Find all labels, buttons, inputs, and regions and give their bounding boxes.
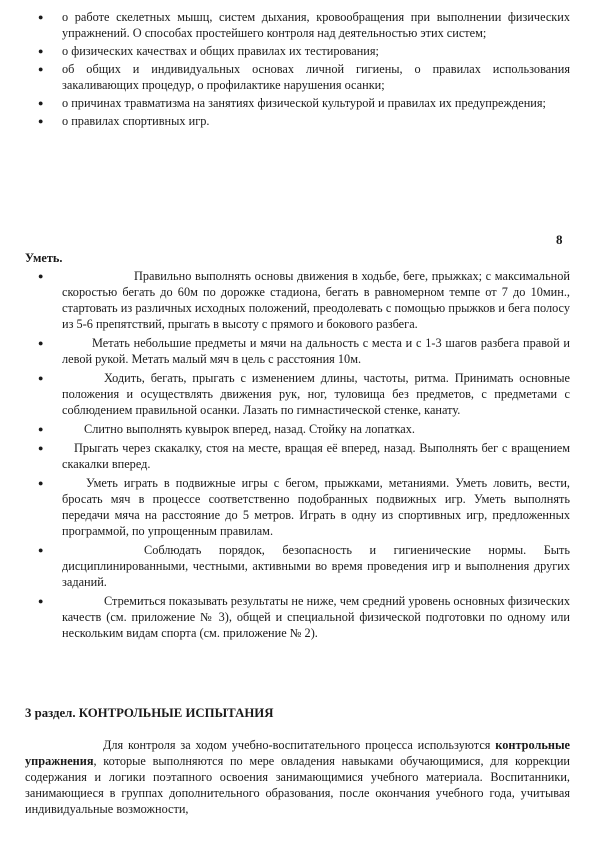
list-item <box>38 335 570 367</box>
page-number: 8 <box>556 232 563 247</box>
bullet-icon: ● <box>38 116 44 126</box>
list-item <box>38 421 570 437</box>
skills-heading: Уметь. <box>25 251 63 265</box>
section-heading: 3 раздел. КОНТРОЛЬНЫЕ ИСПЫТАНИЯ <box>25 706 274 720</box>
intro-bold-term: контрольные упражнения <box>25 738 570 768</box>
bullet-icon: ● <box>38 46 44 56</box>
list-item <box>38 475 570 539</box>
skills-list <box>38 268 570 644</box>
list-item <box>38 61 570 95</box>
list-item <box>38 593 570 641</box>
list-item-text: Ходить, бегать, прыгать с изменением длины, частоты, ритма. Принимать основные положения и осуществлять движения рук, ног, туловища без предметов, с предметами с соблюдением правильной осанки. Лазать по гимнастической стенке, канату. <box>62 371 570 417</box>
list-item <box>38 95 570 113</box>
bullet-icon: ● <box>38 545 44 555</box>
list-item <box>38 440 570 472</box>
bullet-icon: ● <box>38 271 44 281</box>
list-item-text: о правилах спортивных игр. <box>62 114 210 128</box>
intro-text-start: Для контроля за ходом учебно-воспитательного процесса используются <box>103 738 496 752</box>
list-item-text: Соблюдать порядок, безопасность и гигиенические нормы. Быть дисциплинированными, честными, активными во время проведения игр и выполнения других заданий. <box>62 543 570 589</box>
bullet-icon: ● <box>38 338 44 348</box>
bullet-icon: ● <box>38 373 44 383</box>
list-item <box>38 9 570 43</box>
bullet-icon: ● <box>38 424 44 434</box>
bullet-icon: ● <box>38 64 44 74</box>
list-item-text: Метать небольшие предметы и мячи на дальность с места и с 1-3 шагов разбега правой и левой рукой. Метать малый мяч в цель с расстояния 10м. <box>62 336 570 366</box>
list-item-text: Уметь играть в подвижные игры с бегом, прыжками, метаниями. Уметь ловить, вести, бросать мяч в процессе соответственно подобранных подвижных игр. Уметь выполнять передачи мяча на расстояние до 5 метров. Играть в одну из спортивных игр, предложенных программой, по упрощенным правилам. <box>62 476 570 538</box>
intro-text-end: , которые выполняются по мере овладения навыками обучающимися, для коррекции содержания и логики поэтапного освоения занимающимися учебного материала. Воспитанники, занимающиеся в группах дополнительного образования, после окончания учебного года, учитывая индивидуальные возможности, <box>25 754 570 816</box>
bullet-icon: ● <box>38 443 44 453</box>
knowledge-list <box>38 9 570 131</box>
list-item-text: о физических качествах и общих правилах их тестирования; <box>62 44 379 58</box>
list-item-text: о причинах травматизма на занятиях физической культурой и правилах их предупреждения; <box>62 96 546 110</box>
list-item <box>38 268 570 332</box>
list-item <box>38 542 570 590</box>
list-item-text: Правильно выполнять основы движения в ходьбе, беге, прыжках; с максимальной скоростью бегать до 60м по дорожке стадиона, бегать в равномерном темпе от 7 до 10мин., стартовать из различных исходных положений, преодолевать с помощью прыжков и бега полосу из 5-6 препятствий, прыгать в высоту с прямого и бокового разбега. <box>62 269 570 331</box>
list-item <box>38 43 570 61</box>
bullet-icon: ● <box>38 478 44 488</box>
list-item-text: Слитно выполнять кувырок вперед, назад. Стойку на лопатках. <box>84 422 415 436</box>
bullet-icon: ● <box>38 596 44 606</box>
list-item-text: Стремиться показывать результаты не ниже, чем средний уровень основных физических качеств (см. приложение № 3), общей и специальной физической подготовки по одному или нескольким видам спорта (см. приложение № 2). <box>62 594 570 640</box>
list-item-text: об общих и индивидуальных основах личной гигиены, о правилах использования закаливающих процедур, о профилактике нарушения осанки; <box>62 62 570 92</box>
intro-paragraph <box>25 737 570 817</box>
bullet-icon: ● <box>38 12 44 22</box>
list-item <box>38 113 570 131</box>
bullet-icon: ● <box>38 98 44 108</box>
list-item-text: о работе скелетных мышц, систем дыхания, кровообращения при выполнении физических упражнений. О способах простейшего контроля над деятельностью этих систем; <box>62 10 570 40</box>
list-item-text: Прыгать через скакалку, стоя на месте, вращая её вперед, назад. Выполнять бег с вращением скакалки вперед. <box>62 441 570 471</box>
list-item <box>38 370 570 418</box>
